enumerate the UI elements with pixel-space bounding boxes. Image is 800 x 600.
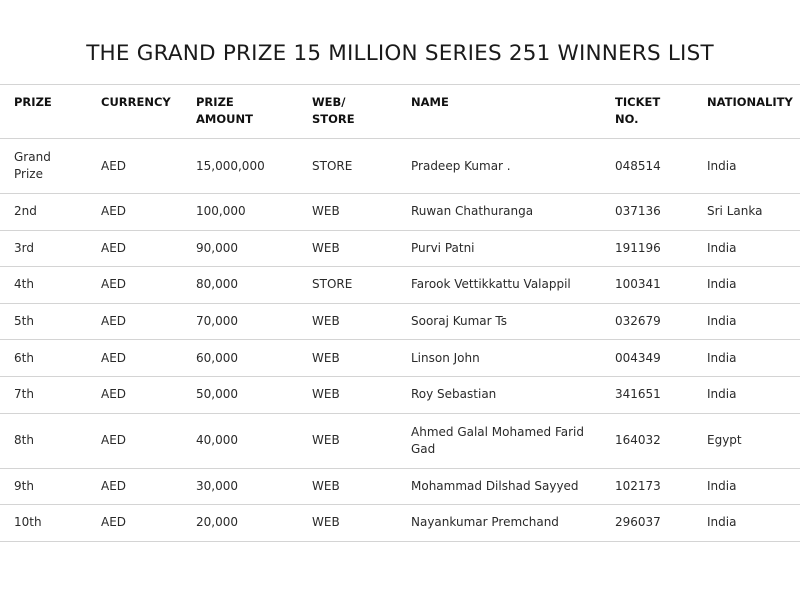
name-cell: Ruwan Chathuranga [411,194,615,231]
winners-table [0,84,800,542]
currency-cell: AED [101,340,196,377]
channel-cell: WEB [312,303,411,340]
channel-cell: WEB [312,468,411,505]
amount-cell: 100,000 [196,194,312,231]
name-cell [411,413,615,468]
name-cell: Farook Vettikkattu Valappil [411,267,615,304]
column-header-ticket-no [615,85,707,139]
nationality-cell: India [707,505,800,542]
prize-cell [0,139,101,194]
prize-cell: 7th [0,376,101,413]
prize-cell: 9th [0,468,101,505]
ticket-cell: 037136 [615,194,707,231]
column-header-prize-amount [196,85,312,139]
nationality-cell: India [707,139,800,194]
table-row [0,230,800,267]
amount-cell: 15,000,000 [196,139,312,194]
amount-cell: 50,000 [196,376,312,413]
ticket-cell: 102173 [615,468,707,505]
column-header-web-store [312,85,411,139]
header-line: PRIZE [196,95,234,109]
prize-line: Prize [14,167,43,181]
currency-cell: AED [101,303,196,340]
prize-cell: 3rd [0,230,101,267]
header-line: TICKET [615,95,661,109]
name-line: Ahmed Galal Mohamed Farid [411,424,585,439]
currency-cell: AED [101,139,196,194]
ticket-cell: 032679 [615,303,707,340]
ticket-cell: 048514 [615,139,707,194]
nationality-cell: India [707,230,800,267]
amount-cell: 80,000 [196,267,312,304]
nationality-cell: India [707,376,800,413]
nationality-cell: India [707,340,800,377]
ticket-cell: 191196 [615,230,707,267]
table-row [0,413,800,468]
amount-cell: 30,000 [196,468,312,505]
name-cell: Pradeep Kumar . [411,139,615,194]
table-row [0,139,800,194]
header-line: WEB/ [312,95,346,109]
currency-cell: AED [101,413,196,468]
ticket-cell: 164032 [615,413,707,468]
amount-cell: 90,000 [196,230,312,267]
name-cell: Sooraj Kumar Ts [411,303,615,340]
channel-cell: WEB [312,194,411,231]
ticket-cell: 296037 [615,505,707,542]
name-cell: Purvi Patni [411,230,615,267]
amount-cell: 20,000 [196,505,312,542]
channel-cell: WEB [312,376,411,413]
table-row [0,340,800,377]
channel-cell: WEB [312,505,411,542]
header-line: NO. [615,112,639,126]
channel-cell: STORE [312,139,411,194]
table-row [0,303,800,340]
prize-cell: 2nd [0,194,101,231]
name-cell: Mohammad Dilshad Sayyed [411,468,615,505]
channel-cell: STORE [312,267,411,304]
nationality-cell: India [707,303,800,340]
nationality-cell: Sri Lanka [707,194,800,231]
prize-cell: 6th [0,340,101,377]
prize-cell: 4th [0,267,101,304]
table-row [0,194,800,231]
amount-cell: 40,000 [196,413,312,468]
table-header-row [0,85,800,139]
prize-cell: 10th [0,505,101,542]
ticket-cell: 100341 [615,267,707,304]
currency-cell: AED [101,505,196,542]
currency-cell: AED [101,267,196,304]
header-line: STORE [312,112,355,126]
page-title: THE GRAND PRIZE 15 MILLION SERIES 251 WINNERS LIST [86,41,714,66]
name-cell: Roy Sebastian [411,376,615,413]
column-header-name: NAME [411,85,615,139]
nationality-cell: Egypt [707,413,800,468]
name-cell: Linson John [411,340,615,377]
amount-cell: 70,000 [196,303,312,340]
name-line: Gad [411,441,436,456]
currency-cell: AED [101,230,196,267]
header-line: AMOUNT [196,112,253,126]
column-header-currency: CURRENCY [101,85,196,139]
channel-cell: WEB [312,413,411,468]
prize-line: Grand [14,150,51,164]
channel-cell: WEB [312,340,411,377]
currency-cell: AED [101,376,196,413]
prize-cell: 8th [0,413,101,468]
ticket-cell: 341651 [615,376,707,413]
currency-cell: AED [101,194,196,231]
nationality-cell: India [707,267,800,304]
column-header-prize: PRIZE [0,85,101,139]
currency-cell: AED [101,468,196,505]
name-cell: Nayankumar Premchand [411,505,615,542]
channel-cell: WEB [312,230,411,267]
prize-cell: 5th [0,303,101,340]
amount-cell: 60,000 [196,340,312,377]
nationality-cell: India [707,468,800,505]
ticket-cell: 004349 [615,340,707,377]
table-row [0,468,800,505]
table-row [0,267,800,304]
table-row [0,505,800,542]
column-header-nationality: NATIONALITY [707,85,800,139]
table-row [0,376,800,413]
